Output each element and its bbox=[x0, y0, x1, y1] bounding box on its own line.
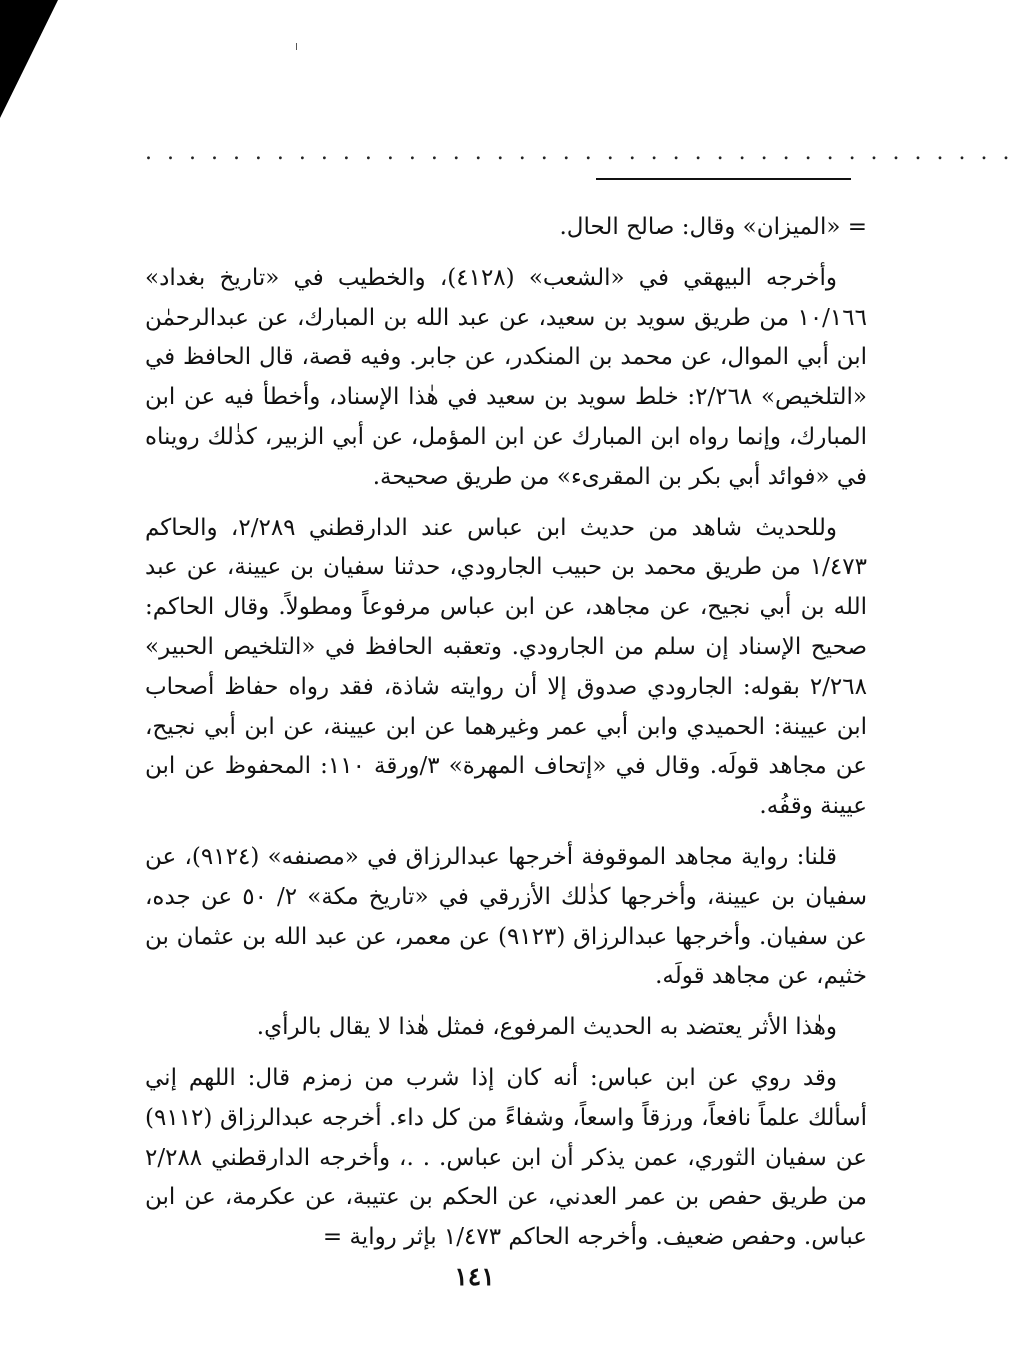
paragraph-continuation: = «الميزان» وقال: صالح الحال. bbox=[559, 214, 867, 240]
scan-speck bbox=[296, 43, 297, 50]
paragraph-bayhaqi: وأخرجه البيهقي في «الشعب» (٤١٢٨)، والخطيب في «تاريخ بغداد» ١٠/١٦٦ من طريق سويد بن سعيد، عن عبد الله بن المبارك، عن عبدالرحمٰن ابن أبي الموال، عن محمد بن المنكدر، عن جابر. وفيه قصة، قال الحافظ في «التلخيص» ٢/٢٦٨: خلط سويد بن سعيد في هٰذا الإسناد، وأخطأ فيه عن ابن المبارك، وإنما رواه ابن المبارك عن ابن المؤمل، عن أبي الزبير، كذٰلك رويناه في «فوائد أبي بكر بن المقرىء» من طريق صحيحة. bbox=[145, 264, 867, 490]
scan-corner-mark bbox=[0, 0, 58, 118]
paragraph-athar: وهٰذا الأثر يعتضد به الحديث المرفوع، فمثل هٰذا لا يقال بالرأي. bbox=[256, 1014, 837, 1041]
paragraph-witness: وللحديث شاهد من حديث ابن عباس عند الدارقطني ٢/٢٨٩، والحاكم ١/٤٧٣ من طريق محمد بن حبيب الجارودي، حدثنا سفيان بن عيينة، عن عبد الله بن أبي نجيح، عن مجاهد، عن ابن عباس مرفوعاً ومطولاً. وقال الحاكم: صحيح الإسناد إن سلم من الجارودي. وتعقبه الحافظ في «التلخيص الحبير» ٢/٢٦٨ بقوله: الجارودي صدوق إلا أن روايته شاذة، فقد رواه حفاظ أصحاب ابن عيينة: الحميدي وابن أبي عمر وغيرهما عن ابن عيينة، عن ابن أبي نجيح، عن مجاهد قولَه. وقال في «إتحاف المهرة» ٣/ورقة ١١٠: المحفوظ عن ابن عيينة وقفُه. bbox=[145, 514, 868, 820]
ellipsis-separator: . . . . . . . . . . . . . . . . . . . . . . . . . . . . . . . . . . . . . . . . bbox=[145, 140, 1013, 165]
footnote-rule bbox=[596, 178, 851, 180]
page-number: ١٤١ bbox=[454, 1262, 495, 1291]
footnote-text bbox=[145, 208, 867, 1258]
paragraph-ibn-abbas: وقد روي عن ابن عباس: أنه كان إذا شرب من زمزم قال: اللهم إني أسألك علماً نافعاً، ورزقاً واسعاً، وشفاءً من كل داء. أخرجه عبدالرزاق (٩١١٢) عن سفيان الثوري، عمن يذكر أن ابن عباس. . .، وأخرجه الدارقطني ٢/٢٨٨ من طريق حفص بن عمر العدني، عن الحكم بن عتيبة، عن عكرمة، عن ابن عباس. وحفص ضعيف. وأخرجه الحاكم ١/٤٧٣ بإثر رواية = bbox=[145, 1064, 867, 1251]
paragraph-qulna: قلنا: رواية مجاهد الموقوفة أخرجها عبدالرزاق في «مصنفه» (٩١٢٤)، عن سفيان بن عيينة، وأخرجها كذٰلك الأزرقي في «تاريخ مكة» ٢/ ٥٠ عن جده، عن سفيان. وأخرجها عبدالرزاق (٩١٢٣) عن معمر، عن عبد الله بن عثمان بن خثيم، عن مجاهد قولَه. bbox=[145, 843, 868, 990]
